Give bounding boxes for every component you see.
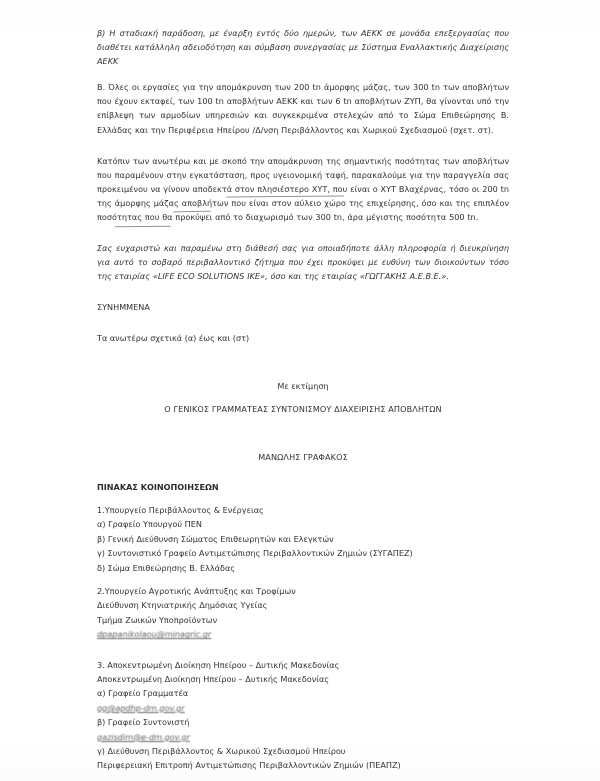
list-item: Τμήμα Ζωικών Υποπροϊόντων: [97, 614, 218, 625]
paragraph-katopin-ton-anotero: Κατόπιν των ανωτέρω και με σκοπό την απομάκρυνση της σημαντικής ποσότητας των αποβλήτων που παραμένουν στην εγκατάσταση, προς υγειονομική ταφή, παρακαλούμε για την παραγγελία σας προκειμένου να γίνουν αποδεκτά στον πλησιέστερο ΧΥΤ, που είναι ο ΧΥΤ Βλαχέρνας, τόσο οι 200 tn της άμορφης μάζας αποβλήτων που είναι στον αύλειο χώρο της επιχείρησης, όσο και της επιπλέον ποσότητας που θα προκύψει από το διαχωρισμό των 300 tn, άρα μέγιστης ποσότητα 500 tn.: [97, 155, 509, 223]
entry-number: 2.Υπουργείο Αγροτικής Ανάπτυξης και Τροφίμων: [97, 586, 296, 596]
entry-number: 1.Υπουργείο Περιβάλλοντος & Ενέργειας: [97, 504, 264, 515]
spacer: [97, 416, 509, 450]
list-item: β) Γραφείο Συντονιστή: [97, 717, 190, 728]
email-link[interactable]: dpapanikolaou@minagric.gr: [97, 629, 212, 640]
email-link[interactable]: gg@apdhp-dm.gov.gr: [97, 702, 185, 713]
spacer: [97, 315, 509, 331]
attachments-heading: ΣΥΝΗΜΜΕΝΑ: [97, 302, 150, 313]
list-item: α) Γραφείο Υπουργού ΠΕΝ: [97, 519, 202, 530]
attachments-line: Τα ανωτέρω σχετικά (α) έως και (στ): [97, 332, 250, 343]
paragraph-oles-oi-ergasies: Β. Όλες οι εργασίες για την απομάκρυνση των 200 tn άμορφης μάζας, των 300 tn των αποβλήτων που έχουν εκταφεί, των 100 tn αποβλήτων ΑΕΚΚ και των 6 tn αποβλήτων ΖΥΠ, θα γίνονται υπό την επίβλεψη των αρμοδίων υπηρεσιών και συγκεκριμένα στελεχών από το Σώμα Επιθεώρησης Β. Ελλάδας και την Περιφέρεια Ηπείρου /Δ/νση Περιβάλλοντος και Χωρικού Σχεδιασμού (σχετ. στ).: [97, 82, 509, 135]
list-item: Περιφερειακή Επιτροπή Αντιμετώπισης Περιβαλλοντικών Ζημιών (ΠΕΑΠΖ): [97, 760, 401, 771]
list-item: β) Γενική Διεύθυνση Σώματος Επιθεωρητών και Ελεγκτών: [97, 533, 334, 544]
spacer: [97, 393, 509, 402]
entry-number: 3. Αποκεντρωμένη Διοίκηση Ηπείρου – Δυτικής Μακεδονίας: [97, 659, 340, 670]
spacer: [97, 464, 509, 480]
list-item: γ) Διεύθυνση Περιβάλλοντος & Χωρικού Σχεδιασμού Ηπείρου: [97, 746, 346, 757]
spacer: [97, 345, 509, 379]
list-item: α) Γραφείο Γραμματέα: [97, 688, 189, 699]
signature-title: Ο ΓΕΝΙΚΟΣ ΓΡΑΜΜΑΤΕΑΣ ΣΥΝΤΟΝΙΣΜΟΥ ΔΙΑΧΕΙΡΙΣΗΣ ΑΠΟΒΛΗΤΩΝ: [164, 403, 442, 414]
list-item: Διεύθυνση Κτηνιατρικής Δημόσιας Υγείας: [97, 600, 268, 611]
distribution-entry-2: [97, 584, 509, 642]
distribution-entry-3: [97, 658, 509, 773]
signature-name: ΜΑΝΩΛΗΣ ΓΡΑΦΑΚΟΣ: [258, 451, 348, 462]
email-link[interactable]: gazisdim@e-dm.gov.gr: [97, 731, 190, 742]
paragraph-stadiaki-paradosi: β) Η σταδιακή παράδοση, με έναρξη εντός δύο ημερών, των ΑΕΚΚ σε μονάδα επεξεργασίας που διαθέτει κατάλληλη αδειοδότηση και σύμβαση συνεργασίας με Σύστημα Εναλλακτικής Διαχείρισης ΑΕΚΚ: [97, 28, 509, 67]
distribution-entry-1: [97, 503, 509, 575]
document-content: [97, 26, 509, 773]
spacer: [97, 494, 509, 503]
paragraph-sas-efcharisto: Σας ευχαριστώ και παραμένω στη διάθεσή σας για οποιαδήποτε άλλη πληροφορία ή διευκρίνηση για αυτό το σοβαρό περιβαλλοντικό ζήτημα που έχει προκύψει με ευθύνη των διοικούντων τόσο της εταιρίας «LIFE ECO SOLUTIONS IKE», όσο και της εταιρίας «ΓΩΓΓΑΚΗΣ Α.Ε.Β.Ε.».: [97, 243, 509, 282]
list-item: γ) Συντονιστικό Γραφείο Αντιμετώπισης Περιβαλλοντικών Ζημιών (ΣΥΓΑΠΕΖ): [97, 548, 413, 559]
list-item: δ) Σώμα Επιθεώρησης Β. Ελλάδας: [97, 562, 236, 573]
distribution-heading: ΠΙΝΑΚΑΣ ΚΟΙΝΟΠΟΙΗΣΕΩΝ: [97, 481, 219, 492]
spacer: [97, 642, 509, 658]
spacer: [97, 575, 509, 584]
signature-closing: Με εκτίμηση: [277, 380, 329, 391]
list-item: Αποκεντρωμένη Διοίκηση Ηπείρου – Δυτικής Μακεδονίας: [97, 674, 330, 685]
